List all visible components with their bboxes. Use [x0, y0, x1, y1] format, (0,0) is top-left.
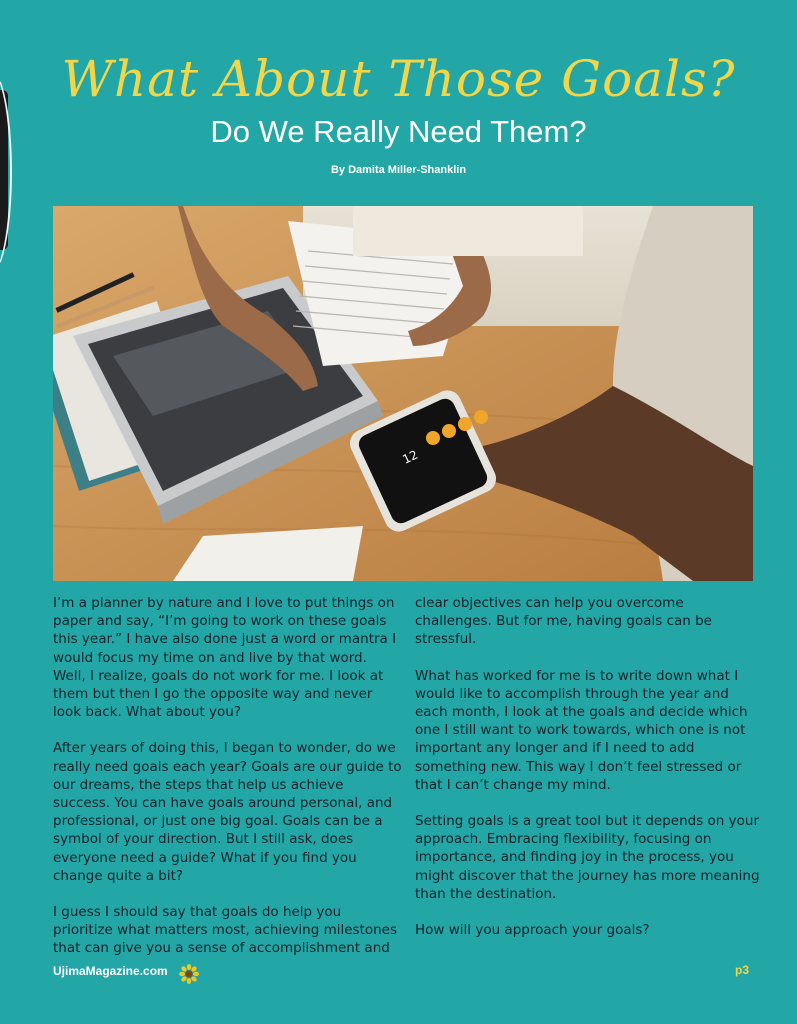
page-subtitle: Do We Really Need Them? — [210, 114, 587, 149]
paragraph: I guess I should say that goals do help you prioritize what matters most, achieving milestones that can give you a sense of accomplishment and — [53, 904, 398, 957]
sunflower-icon — [179, 964, 199, 984]
paragraph: I’m a planner by nature and I love to put things on paper and say, “I’m going to work on these goals this year.” I have also done just a word or mantra I would focus my time on and live by that word. Well, I realize, goals do not work for me. I look at them but then I go the opposite way and never look back. What about you? — [53, 595, 397, 721]
page-title: What About Those Goals? — [61, 50, 736, 108]
desk-laptop-calculator-photo — [53, 206, 753, 581]
article-column-left — [53, 594, 403, 976]
paragraph: Setting goals is a great tool but it depends on your approach. Embracing flexibility, focusing on importance, and finding joy in the process, you might discover that the journey has more meaning than the destination. — [415, 813, 760, 902]
paragraph: How will you approach your goals? — [415, 922, 650, 939]
author-byline: By Damita Miller-Shanklin — [330, 164, 467, 176]
article-column-right — [415, 594, 760, 957]
calculator-display: 12 — [400, 447, 421, 467]
footer-site-link[interactable]: UjimaMagazine.com — [53, 964, 168, 978]
article-photo — [53, 206, 753, 581]
page-number: p3 — [734, 963, 749, 977]
paragraph: What has worked for me is to write down what I would like to accomplish through the year and each month, I look at the goals and decide which one I still want to work towards, which one is not important any longer and if I need to add something new. This way I don’t feel stressed or that I can’t change my mind. — [415, 667, 748, 793]
paragraph: After years of doing this, I began to wonder, do we really need goals each year? Goals are our guide to our dreams, the steps that help us achieve success. You can have goals around personal, and professional, or just one big goal. Goals can be a symbol of your direction. But I still ask, does everyone need a guide? What if you find you change quite a bit? — [53, 740, 402, 884]
paragraph: clear objectives can help you overcome challenges. But for me, having goals can be stressful. — [415, 595, 712, 648]
